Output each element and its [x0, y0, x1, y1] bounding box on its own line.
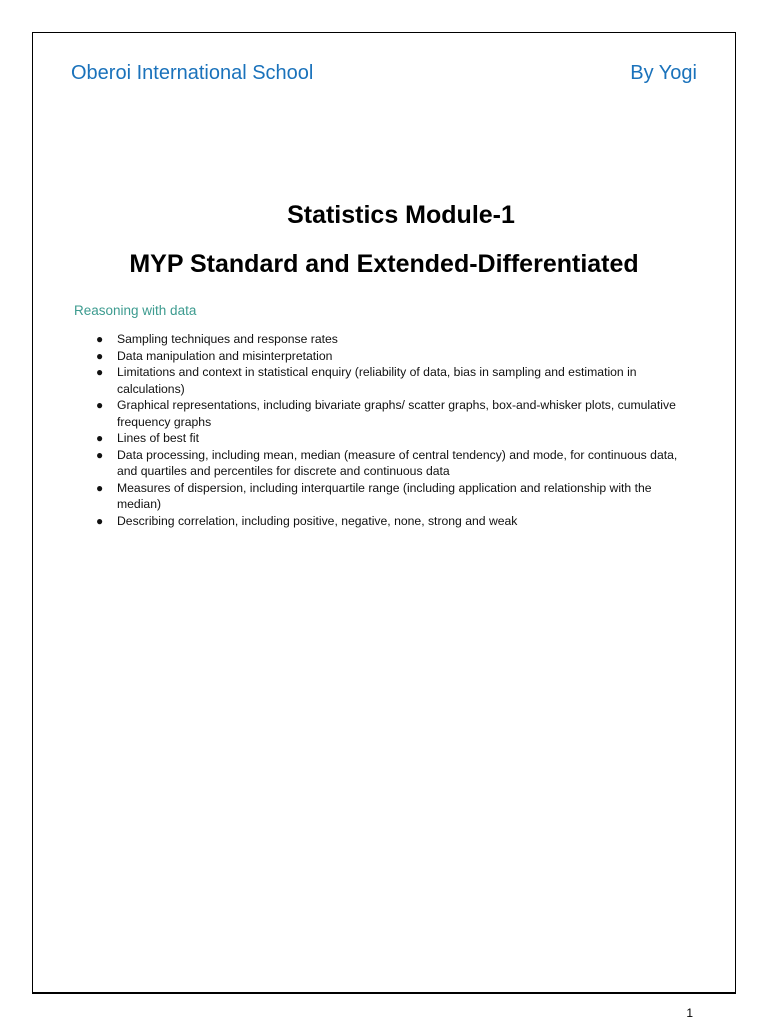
list-item-text: Limitations and context in statistical enquiry (reliability of data, bias in sampling and estimation in calculations): [117, 365, 637, 396]
bullet-icon: ●: [96, 513, 104, 528]
list-item-text: Data processing, including mean, median (measure of central tendency) and mode, for continuous data, and quartiles and percentiles for discrete and continuous data: [117, 447, 678, 478]
bullet-icon: ●: [96, 365, 104, 379]
list-item: [96, 480, 692, 513]
bullet-icon: ●: [96, 348, 104, 363]
author-name: By Yogi: [630, 62, 697, 84]
list-item: [96, 430, 692, 447]
list-item-text: Sampling techniques and response rates: [117, 332, 338, 346]
list-item-text: Describing correlation, including positive, negative, none, strong and weak: [117, 513, 518, 528]
bullet-icon: ●: [96, 431, 104, 445]
topic-list: [96, 331, 692, 528]
list-item: [96, 447, 692, 480]
list-item: [96, 364, 692, 397]
list-item-text: Lines of best fit: [117, 431, 199, 445]
list-item: [96, 348, 692, 365]
bullet-icon: ●: [96, 332, 104, 346]
school-name: Oberoi International School: [71, 62, 314, 84]
section-heading: Reasoning with data: [74, 303, 197, 318]
list-item: [96, 397, 692, 430]
module-title: Statistics Module-1: [287, 201, 515, 229]
bullet-icon: ●: [96, 398, 104, 412]
list-item-text: Graphical representations, including bivariate graphs/ scatter graphs, box-and-whisker plots, cumulative frequency graphs: [117, 398, 676, 429]
list-item: [96, 331, 692, 348]
list-item-text: Data manipulation and misinterpretation: [117, 348, 333, 363]
bullet-icon: ●: [96, 447, 104, 462]
list-item: [96, 513, 692, 529]
bullet-icon: ●: [96, 480, 104, 495]
module-subtitle: MYP Standard and Extended-Differentiated: [129, 250, 639, 278]
page-number: 1: [686, 1006, 693, 1020]
list-item-text: Measures of dispersion, including interquartile range (including application and relationship with the median): [117, 480, 652, 511]
